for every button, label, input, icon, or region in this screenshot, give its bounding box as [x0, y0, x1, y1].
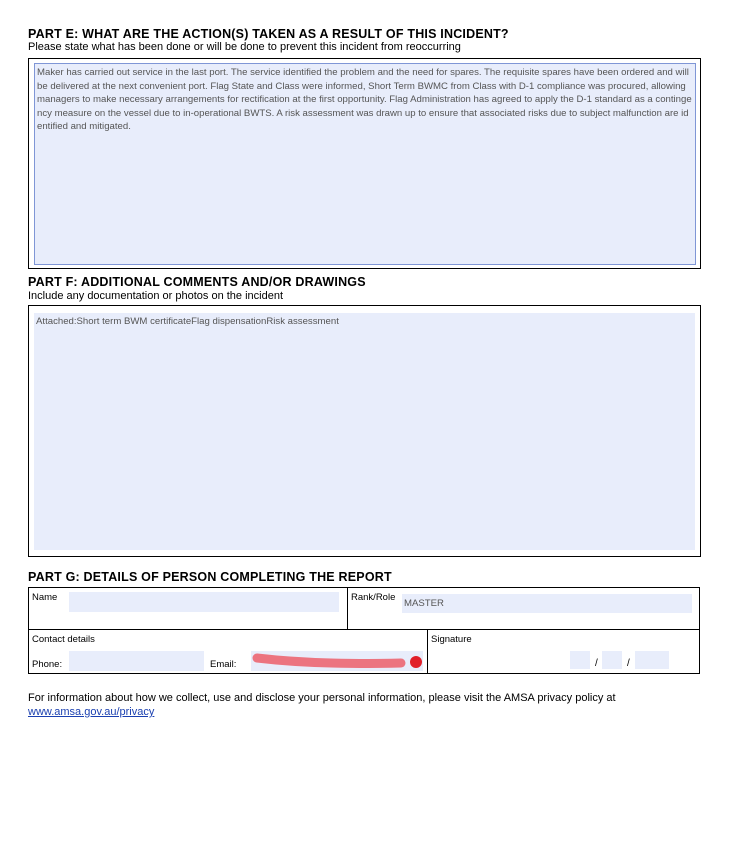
part-g-title: PART G: DETAILS OF PERSON COMPLETING THE REPORT — [28, 570, 392, 584]
email-field[interactable] — [251, 651, 423, 671]
signature-label: Signature — [431, 634, 472, 645]
part-g-box — [28, 587, 700, 674]
date-day-field[interactable] — [570, 651, 590, 669]
actions-taken-text: Maker has carried out service in the last port. The service identified the problem and the need for spares. The requisite spares have been ordered and will be delivered at the next convenient port. Flag State and Class were informed, Short Term BWMC from Class with D-1 compliance was procured, allowing managers to make necessary arrangements for rectification at the first opportunity. Flag Administration has agreed to apply the D-1 standard as a contingency measure on the vessel due to in-operational BWTS. A risk assessment was drawn up to ensure that associated risks due to subject malfunction are identified and mitigated. — [37, 67, 692, 133]
privacy-notice: For information about how we collect, use and disclose your personal information, please visit the AMSA privacy policy at — [28, 692, 616, 704]
rank-value: MASTER — [404, 598, 444, 609]
part-f-title: PART F: ADDITIONAL COMMENTS AND/OR DRAWINGS — [28, 275, 366, 289]
privacy-link[interactable]: www.amsa.gov.au/privacy — [28, 706, 155, 718]
contact-signature-divider — [427, 630, 428, 673]
contact-details-label: Contact details — [32, 634, 95, 645]
part-f-box — [28, 305, 701, 557]
redaction-mark — [251, 651, 423, 671]
date-month-field[interactable] — [602, 651, 622, 669]
name-field[interactable] — [69, 592, 339, 612]
date-year-field[interactable] — [635, 651, 669, 669]
rank-field[interactable] — [402, 594, 692, 613]
phone-label: Phone: — [32, 659, 63, 670]
part-e-title: PART E: WHAT ARE THE ACTION(S) TAKEN AS A RESULT OF THIS INCIDENT? — [28, 27, 509, 41]
date-separator-2: / — [627, 658, 630, 669]
part-e-box — [28, 58, 701, 269]
additional-comments-text: Attached:Short term BWM certificateFlag dispensationRisk assessment — [36, 316, 339, 327]
row-divider — [29, 629, 699, 630]
rank-label: Rank/Role — [351, 592, 396, 603]
date-separator-1: / — [595, 658, 598, 669]
part-e-subtitle: Please state what has been done or will be done to prevent this incident from reoccurring — [28, 41, 461, 53]
part-f-subtitle: Include any documentation or photos on the incident — [28, 290, 284, 302]
phone-field[interactable] — [69, 651, 204, 671]
actions-taken-field[interactable] — [34, 63, 696, 265]
email-label: Email: — [210, 659, 237, 670]
name-rank-divider — [347, 588, 348, 629]
name-label: Name — [32, 592, 58, 603]
additional-comments-field[interactable] — [34, 313, 695, 550]
